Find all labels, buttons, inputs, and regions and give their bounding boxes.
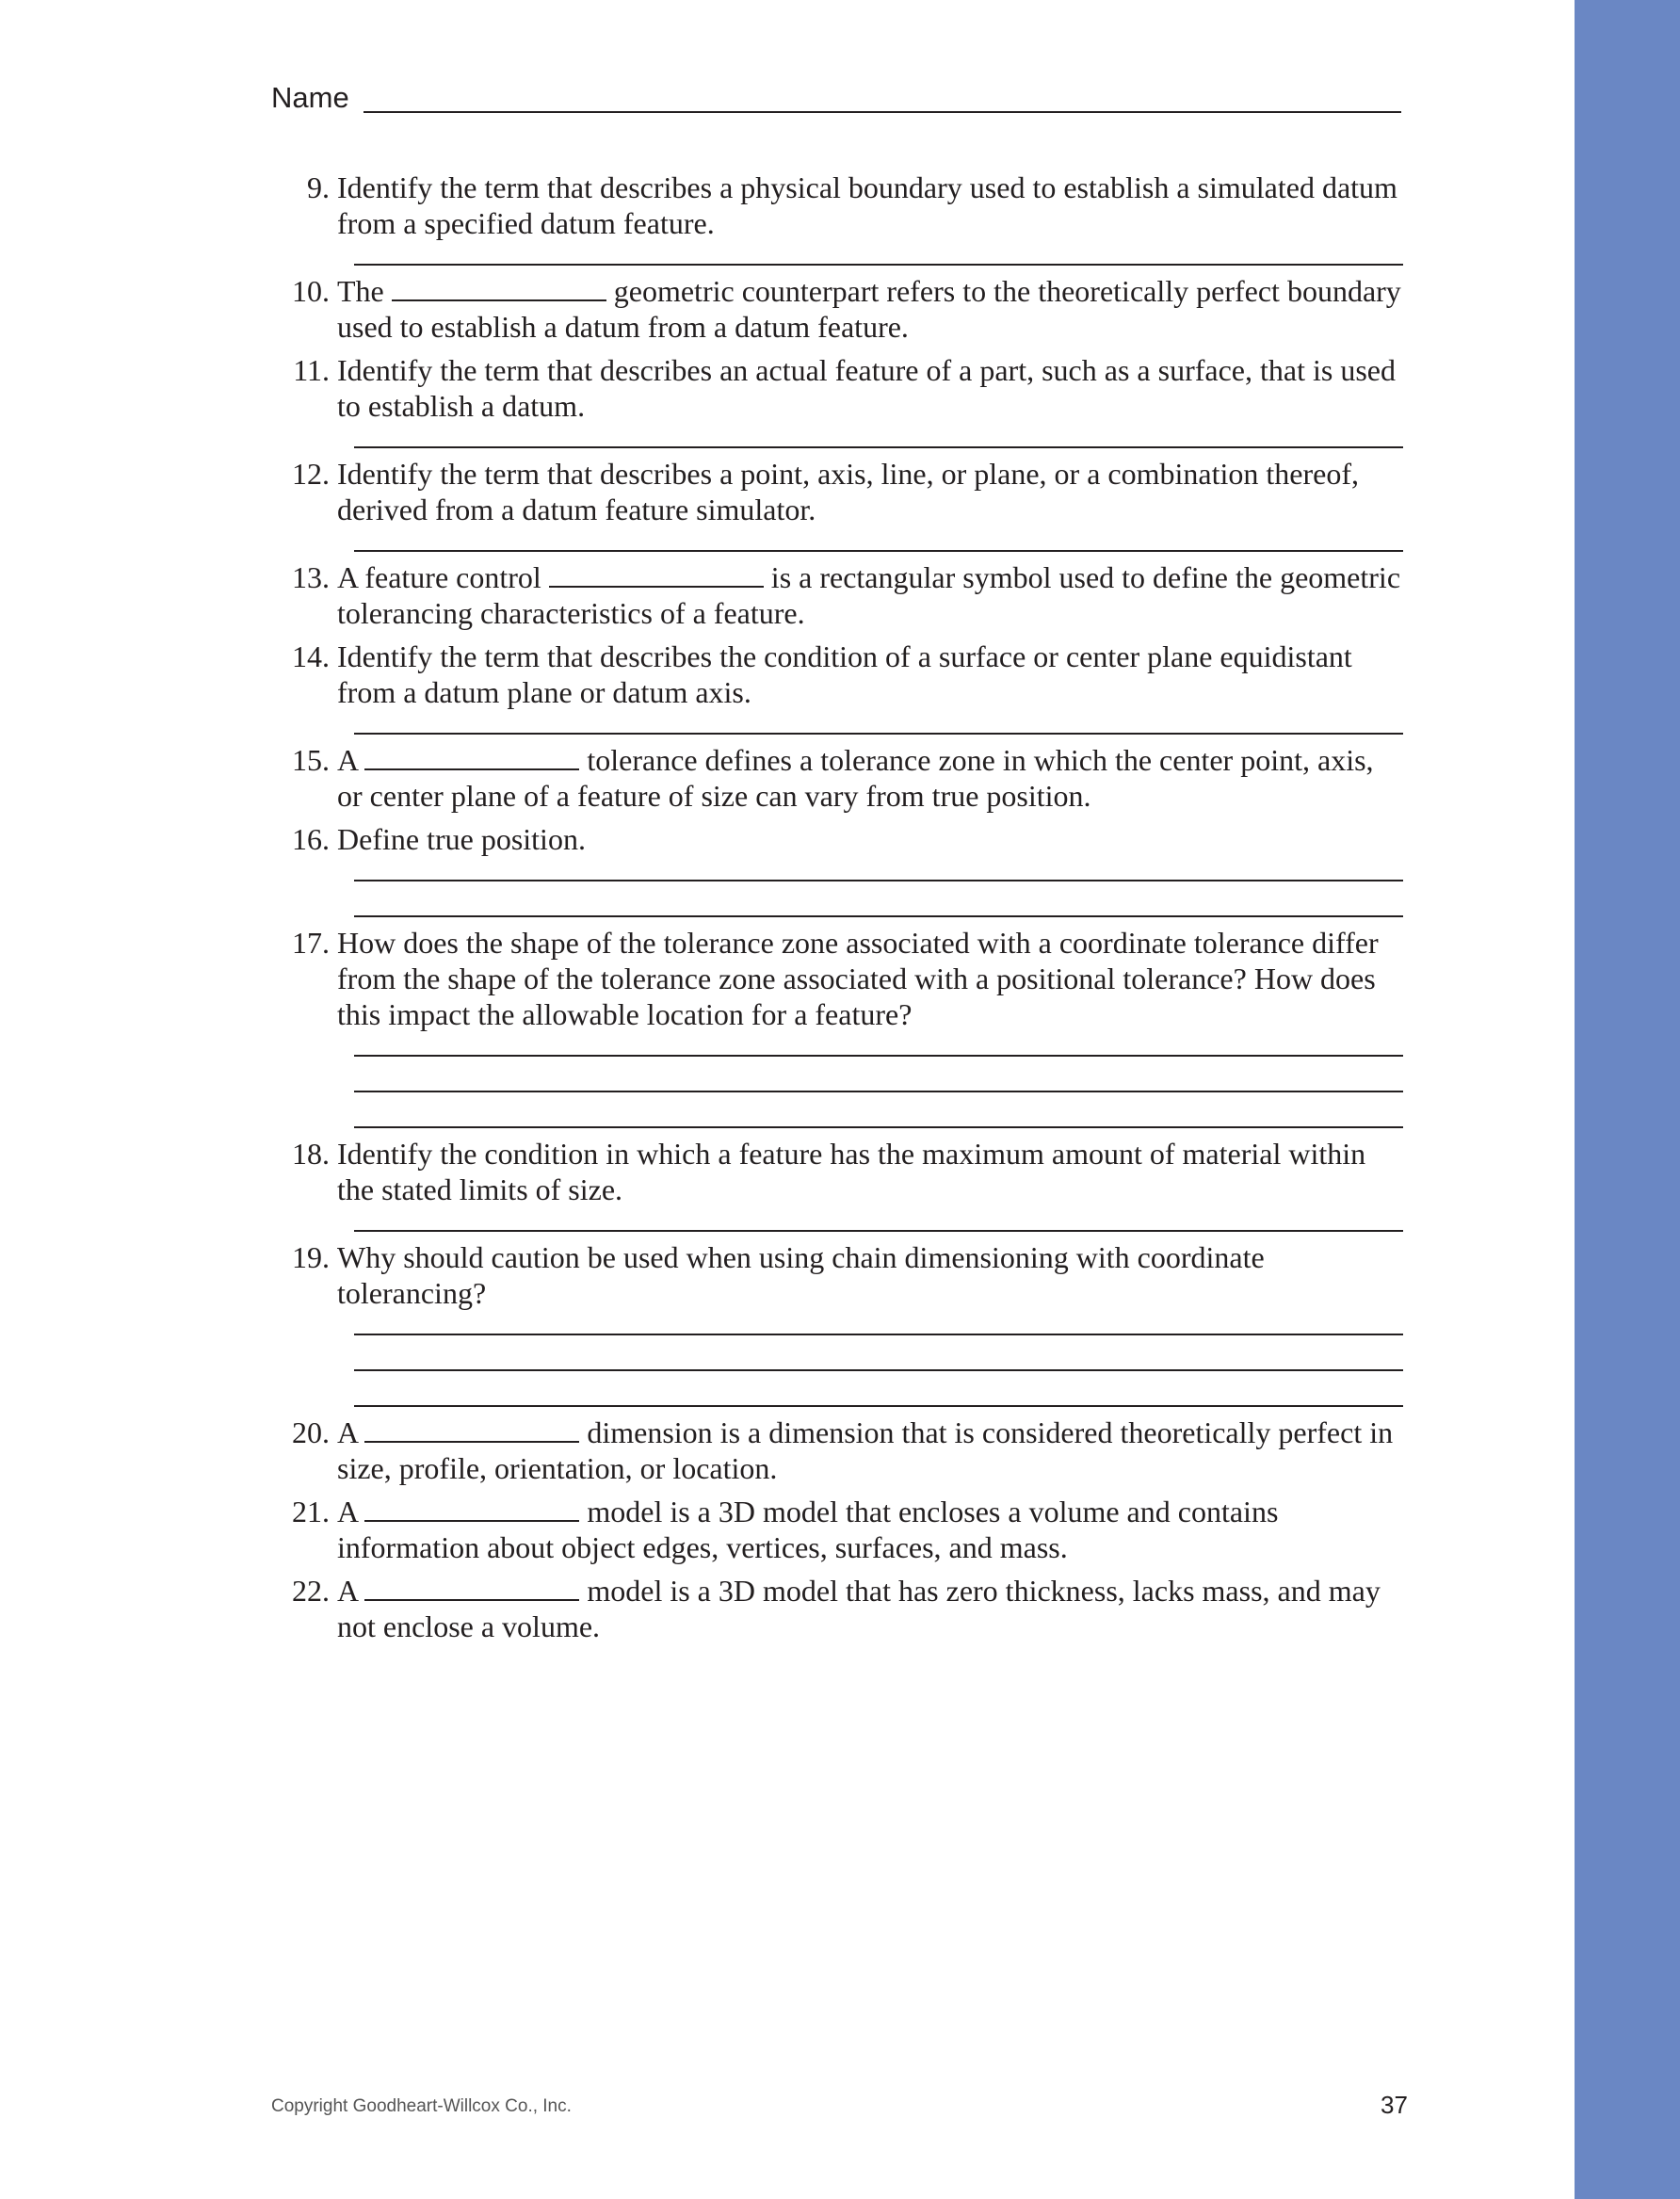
question-text-part: A: [337, 1415, 358, 1449]
question-item: [283, 170, 1403, 241]
answer-line[interactable]: [354, 264, 1403, 266]
question-text: [337, 352, 1403, 424]
question-text: [337, 639, 1403, 710]
answer-line[interactable]: [354, 1369, 1403, 1371]
question-number: 22.: [292, 1574, 330, 1608]
question-text-part: model is a 3D model that encloses a volume and contains information about object edges, vertices, surfaces, and mass.: [337, 1495, 1279, 1564]
question-text-part: Identify the term that describes a point, axis, line, or plane, or a combination thereof, derived from a datum feature simulator.: [337, 457, 1359, 526]
answer-line[interactable]: [354, 1230, 1403, 1232]
answer-line[interactable]: [354, 1405, 1403, 1407]
question-item: [283, 1415, 1403, 1486]
question-text-part: geometric counterpart refers to the theoretically perfect boundary used to establish a datum from a datum feature.: [337, 274, 1401, 344]
answer-line[interactable]: [354, 1091, 1403, 1092]
answer-line[interactable]: [354, 446, 1403, 448]
question-item: [283, 352, 1403, 424]
question-text: [337, 273, 1403, 345]
fill-in-blank[interactable]: [364, 1496, 579, 1522]
question-text-part: The: [337, 274, 384, 308]
question-number: 17.: [292, 926, 330, 960]
question-text-part: How does the shape of the tolerance zone associated with a coordinate tolerance differ from the shape of the tolerance zone associated with a positional tolerance? How does this impact the allowable location for a feature?: [337, 926, 1379, 1031]
answer-line[interactable]: [354, 915, 1403, 917]
answer-lines: [354, 880, 1403, 917]
question-number: 11.: [293, 353, 330, 387]
question-text: [337, 821, 1403, 857]
question-item: [283, 925, 1403, 1032]
question-text-part: Identify the term that describes an actual feature of a part, such as a surface, that is used to establish a datum.: [337, 353, 1396, 423]
question-number: 14.: [292, 639, 330, 673]
fill-in-blank[interactable]: [364, 744, 579, 770]
question-item: [283, 456, 1403, 527]
fill-in-blank[interactable]: [364, 1575, 579, 1601]
question-text: [337, 170, 1403, 241]
question-text-part: A feature control: [337, 560, 541, 594]
question-item: [283, 1573, 1403, 1644]
answer-line[interactable]: [354, 550, 1403, 552]
question-text-part: is a rectangular symbol used to define the geometric tolerancing characteristics of a feature.: [337, 560, 1401, 630]
question-text: [337, 559, 1403, 631]
question-number: 16.: [292, 822, 330, 856]
question-text-part: Identify the term that describes a physical boundary used to establish a simulated datum from a specified datum feature.: [337, 170, 1397, 240]
answer-lines: [354, 446, 1403, 448]
answer-lines: [354, 733, 1403, 735]
question-text: [337, 1239, 1403, 1311]
fill-in-blank[interactable]: [549, 561, 764, 588]
question-item: [283, 559, 1403, 631]
fill-in-blank[interactable]: [364, 1416, 579, 1443]
question-text: [337, 1415, 1403, 1486]
question-item: [283, 742, 1403, 814]
answer-lines: [354, 1055, 1403, 1128]
question-item: [283, 1494, 1403, 1565]
question-item: [283, 821, 1403, 857]
fill-in-blank[interactable]: [392, 275, 606, 301]
question-text-part: model is a 3D model that has zero thickness, lacks mass, and may not enclose a volume.: [337, 1574, 1381, 1643]
answer-lines: [354, 1230, 1403, 1232]
question-text-part: Identify the term that describes the condition of a surface or center plane equidistant from a datum plane or datum axis.: [337, 639, 1352, 709]
question-number: 13.: [292, 560, 330, 594]
answer-line[interactable]: [354, 733, 1403, 735]
answer-line[interactable]: [354, 1334, 1403, 1335]
side-color-bar: [1575, 0, 1680, 2199]
answer-lines: [354, 264, 1403, 266]
question-item: [283, 1136, 1403, 1207]
name-label: Name: [271, 81, 349, 114]
question-text-part: A: [337, 1574, 358, 1608]
question-number: 12.: [292, 457, 330, 491]
question-number: 19.: [292, 1240, 330, 1274]
question-text-part: Identify the condition in which a feature has the maximum amount of material within the stated limits of size.: [337, 1137, 1366, 1206]
answer-line[interactable]: [354, 1055, 1403, 1057]
answer-line[interactable]: [354, 1126, 1403, 1128]
question-number: 18.: [292, 1137, 330, 1171]
question-text: [337, 456, 1403, 527]
question-text-part: Define true position.: [337, 822, 586, 856]
copyright-notice: Copyright Goodheart-Willcox Co., Inc.: [271, 2096, 572, 2116]
question-number: 10.: [292, 274, 330, 308]
name-field[interactable]: [363, 111, 1401, 113]
question-text-part: dimension is a dimension that is considered theoretically perfect in size, profile, orientation, or location.: [337, 1415, 1394, 1485]
answer-line[interactable]: [354, 880, 1403, 881]
question-text: [337, 1494, 1403, 1565]
question-item: [283, 1239, 1403, 1311]
question-number: 20.: [292, 1415, 330, 1449]
page-number: 37: [1381, 2091, 1408, 2119]
question-text-part: A: [337, 743, 358, 777]
question-item: [283, 639, 1403, 710]
question-number: 21.: [292, 1495, 330, 1528]
question-text-part: tolerance defines a tolerance zone in which the center point, axis, or center plane of a feature of size can vary from true position.: [337, 743, 1374, 813]
question-text: [337, 742, 1403, 814]
question-text: [337, 1573, 1403, 1644]
question-item: [283, 273, 1403, 345]
question-list: [283, 162, 1403, 1644]
question-text-part: Why should caution be used when using chain dimensioning with coordinate tolerancing?: [337, 1240, 1265, 1310]
question-text: [337, 1136, 1403, 1207]
answer-lines: [354, 550, 1403, 552]
question-text: [337, 925, 1403, 1032]
question-number: 9.: [307, 170, 330, 204]
question-number: 15.: [292, 743, 330, 777]
question-text-part: A: [337, 1495, 358, 1528]
answer-lines: [354, 1334, 1403, 1407]
name-row: [271, 77, 1401, 119]
